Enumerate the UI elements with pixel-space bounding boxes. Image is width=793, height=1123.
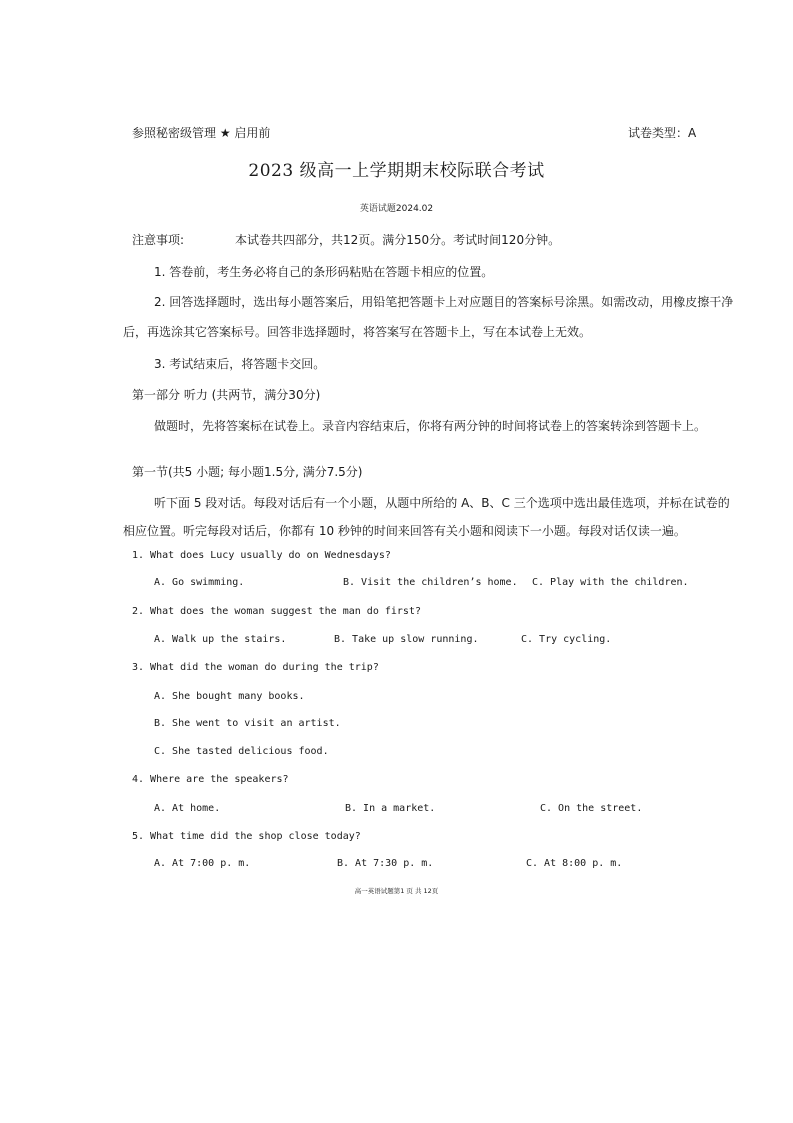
question-1-option-c: C. Play with the children. [532,577,689,588]
section1-instruction-line-2: 相应位置。听完每段对话后，你都有 10 秒钟的时间来回答有关小题和阅读下一小题。每段对话仅读一遍。 [123,524,686,538]
question-5-stem: 5. What time did the shop close today? [132,831,361,842]
question-3-option-a: A. She bought many books. [154,691,305,702]
question-4-stem: 4. Where are the speakers? [132,774,289,785]
question-1-option-b: B. Visit the children’s home. [343,577,518,588]
notice-item-2-line-2: 后，再选涂其它答案标号。回答非选择题时，将答案写在答题卡上，写在本试卷上无效。 [123,325,592,339]
question-4-option-c: C. On the street. [540,803,643,814]
part1-instruction: 做题时，先将答案标在试卷上。录音内容结束后，你将有两分钟的时间将试卷上的答案转涂到答题卡上。 [154,419,707,433]
question-2-stem: 2. What does the woman suggest the man do first? [132,606,421,617]
section1-instruction-line-1: 听下面 5 段对话。每段对话后有一个小题，从题中所给的 A、B、C 三个选项中选出最佳选项，并标在试卷的 [154,496,730,510]
paper-type-label: 试卷类型：A [628,126,697,140]
question-2-option-c: C. Try cycling. [521,634,612,645]
exam-subtitle: 英语试题2024.02 [359,204,434,214]
question-1-option-a: A. Go swimming. [154,577,245,588]
confidentiality-label: 参照秘密级管理 ★ 启用前 [132,126,271,140]
question-2-option-b: B. Take up slow running. [334,634,479,645]
question-4-option-b: B. In a market. [345,803,436,814]
question-1-stem: 1. What does Lucy usually do on Wednesdays? [132,550,391,561]
part1-heading: 第一部分 听力 (共两节，满分30分) [132,388,321,402]
exam-title: 2023 级高一上学期期末校际联合考试 [248,161,545,181]
question-3-option-b: B. She went to visit an artist. [154,718,341,729]
notice-intro: 本试卷共四部分，共12页。满分150分。考试时间120分钟。 [235,233,561,247]
notice-item-3: 3. 考试结束后，将答题卡交回。 [154,357,326,371]
section1-heading: 第一节(共5 小题; 每小题1.5分, 满分7.5分) [132,465,363,479]
question-5-option-a: A. At 7:00 p. m. [154,858,251,869]
question-3-option-c: C. She tasted delicious food. [154,746,329,757]
question-2-option-a: A. Walk up the stairs. [154,634,287,645]
notice-item-2-line-1: 2. 回答选择题时，选出每小题答案后，用铅笔把答题卡上对应题目的答案标号涂黑。如需改动，用橡皮擦干净 [154,295,734,309]
question-5-option-b: B. At 7:30 p. m. [337,858,434,869]
question-5-option-c: C. At 8:00 p. m. [526,858,623,869]
page-footer: 高一英语试题第1 页 共 12页 [354,887,439,895]
question-3-stem: 3. What did the woman do during the trip? [132,662,379,673]
notice-label: 注意事项: [132,233,185,247]
notice-item-1: 1. 答卷前，考生务必将自己的条形码粘贴在答题卡相应的位置。 [154,265,494,279]
question-4-option-a: A. At home. [154,803,221,814]
